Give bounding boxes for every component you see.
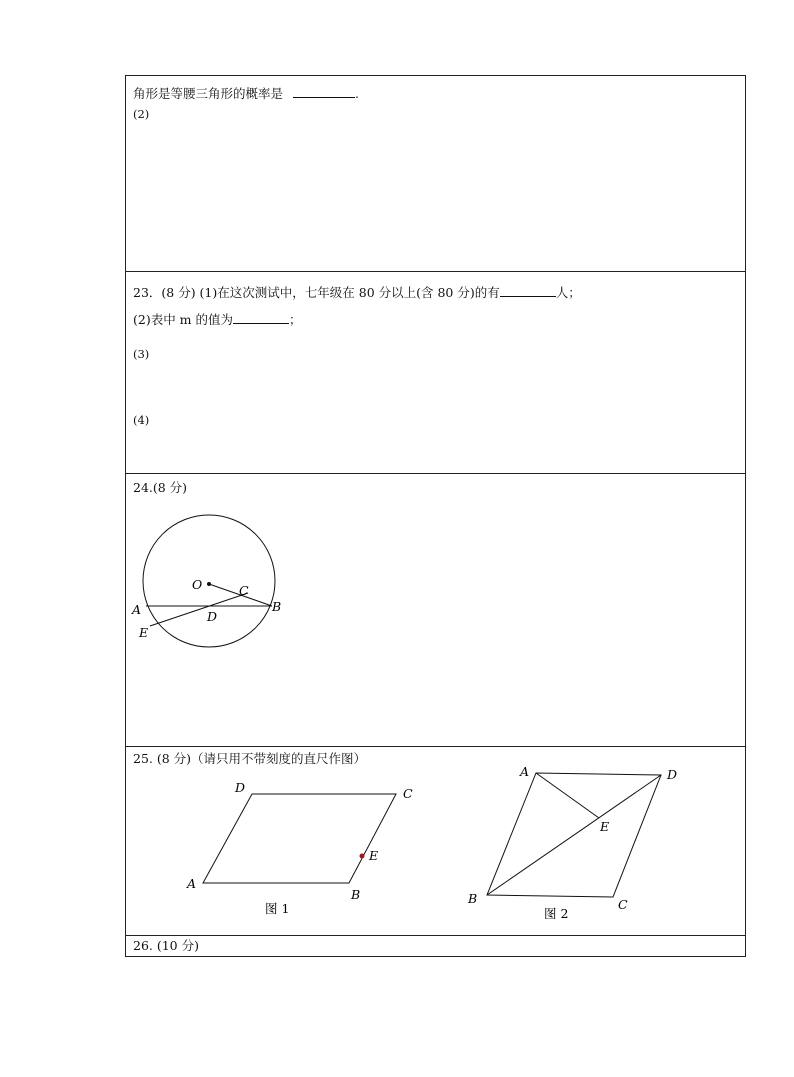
fig2-label-b: B xyxy=(468,891,478,906)
q24-header: 24.(8 分) xyxy=(133,480,188,495)
q23-answer-blank-1[interactable] xyxy=(500,285,556,297)
question-23-cell xyxy=(126,272,745,474)
q24-circle-figure xyxy=(126,514,306,674)
q23-line1 xyxy=(133,285,581,300)
point-e xyxy=(360,854,365,859)
label-e: E xyxy=(139,625,149,640)
q22-part2-label: (2) xyxy=(133,107,150,121)
fig1-caption: 图 1 xyxy=(265,901,290,916)
fig2-caption: 图 2 xyxy=(544,906,569,919)
q22-line1 xyxy=(133,86,359,101)
label-d: D xyxy=(207,609,218,624)
fig2-label-e: E xyxy=(600,819,610,834)
q25-header: 25. (8 分)（请只用不带刻度的直尺作图） xyxy=(133,751,367,766)
q23-part3-label: (3) xyxy=(133,347,150,361)
segment-ae xyxy=(536,773,599,818)
q23-part4-label: (4) xyxy=(133,413,150,427)
question-25-cell xyxy=(126,747,745,936)
q23-line2-text: (2)表中 m 的值为 xyxy=(133,312,234,327)
segment-ec xyxy=(150,593,248,626)
fig2-label-c: C xyxy=(618,897,628,912)
fig1-label-d: D xyxy=(235,780,246,795)
parallelogram-abcd xyxy=(203,794,396,883)
label-c: C xyxy=(239,583,249,598)
q22-line1-text: 角形是等腰三角形的概率是 xyxy=(133,86,284,101)
fig1-label-b: B xyxy=(351,887,361,902)
center-point-o xyxy=(207,582,211,586)
question-26-cell xyxy=(126,936,745,956)
q22-answer-blank[interactable] xyxy=(293,86,355,98)
label-a: A xyxy=(132,602,142,617)
question-22-cell xyxy=(126,76,745,272)
fig1-label-a: A xyxy=(187,876,197,891)
label-o: O xyxy=(192,577,203,592)
q23-line2 xyxy=(133,312,302,327)
q23-line1-text: 23．(8 分) (1)在这次测试中，七年级在 80 分以上(含 80 分)的有 xyxy=(133,285,500,300)
answer-sheet xyxy=(125,75,746,957)
label-b: B xyxy=(272,599,282,614)
fig2-label-d: D xyxy=(667,767,678,782)
q25-figure-2 xyxy=(456,759,696,919)
fig1-label-c: C xyxy=(403,786,413,801)
question-24-cell xyxy=(126,474,745,747)
q23-line1-end: 人； xyxy=(555,285,581,300)
q26-header: 26. (10 分) xyxy=(133,938,199,953)
fig1-label-e: E xyxy=(369,848,379,863)
q22-line1-end: . xyxy=(355,86,359,101)
q23-line2-end: ； xyxy=(289,312,302,327)
q25-figure-1 xyxy=(181,775,441,935)
q23-answer-blank-2[interactable] xyxy=(233,312,289,324)
fig2-label-a: A xyxy=(520,764,530,779)
diagonal-bd xyxy=(487,775,661,895)
circle-o xyxy=(143,515,275,647)
